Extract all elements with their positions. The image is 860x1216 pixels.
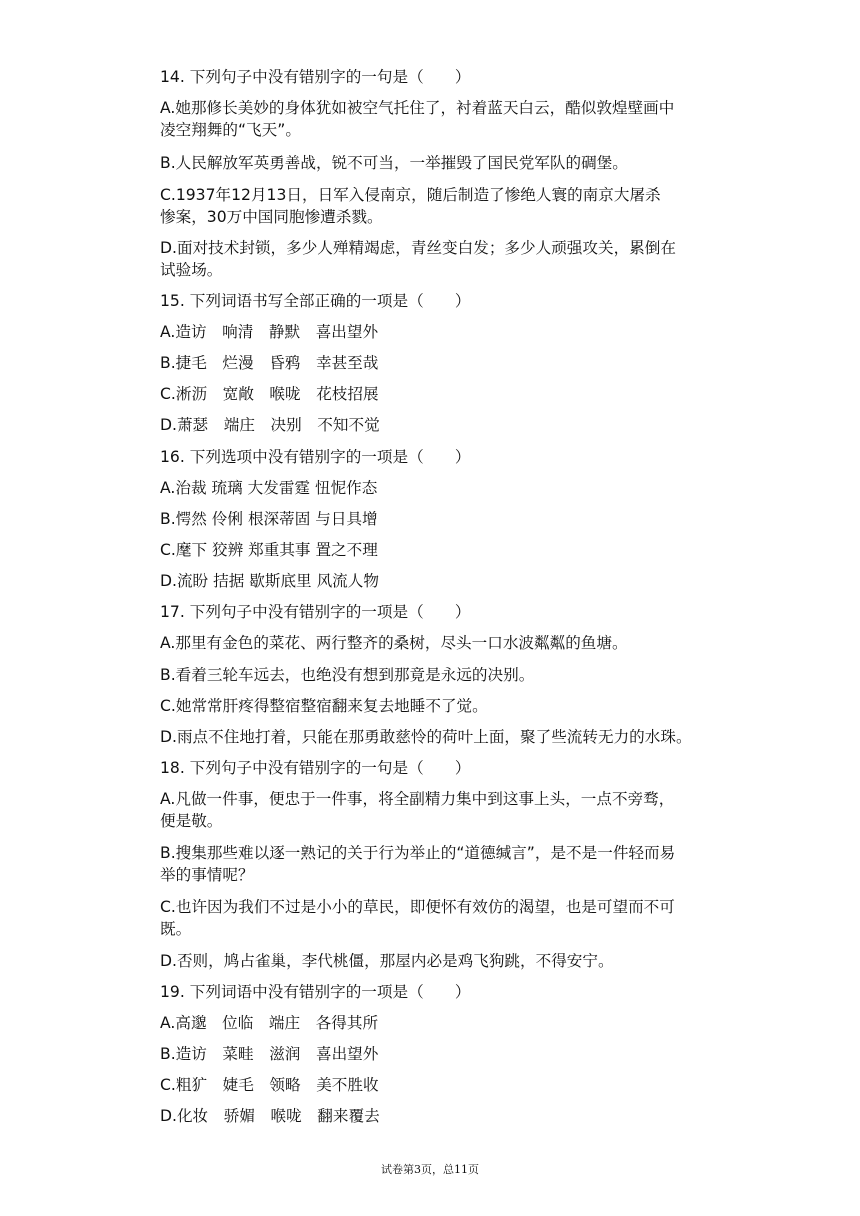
question-15-option-c: C.淅沥 宽敞 喉咙 花枝招展 — [160, 385, 379, 403]
question-16-stem: 16. 下列选项中没有错别字的一项是（ ） — [160, 448, 471, 466]
question-14-option-a-line2: 凌空翔舞的“飞天”。 — [160, 121, 301, 139]
question-18-option-c-line1: C.也许因为我们不过是小小的草民，即便怀有效仿的渴望，也是可望而不可 — [160, 898, 675, 916]
question-18-option-b-line2: 举的事情呢？ — [160, 866, 254, 884]
question-18-option-a-line1: A.凡做一件事，便忠于一件事，将全副精力集中到这事上头，一点不旁骛， — [160, 790, 675, 808]
question-15-option-d: D.萧瑟 端庄 决别 不知不觉 — [160, 416, 380, 434]
question-14-option-d-line2: 试验场。 — [160, 261, 223, 279]
question-18-option-b-line1: B.搜集那些难以逐一熟记的关于行为举止的“道德缄言”，是不是一件轻而易 — [160, 844, 676, 862]
question-18-option-c-line2: 既。 — [160, 920, 192, 938]
question-16-option-b: B.愕然 伶俐 根深蒂固 与日具增 — [160, 510, 378, 528]
question-17-option-d: D.雨点不住地打着，只能在那勇敢慈怜的荷叶上面，聚了些流转无力的水珠。 — [160, 728, 692, 746]
question-16-option-c: C.麾下 狡辨 郑重其事 置之不理 — [160, 541, 378, 559]
question-16-option-a: A.治裁 琉璃 大发雷霆 忸怩作态 — [160, 479, 378, 497]
question-15-option-a: A.造访 响清 静默 喜出望外 — [160, 323, 379, 341]
question-17-option-b: B.看着三轮车远去，也绝没有想到那竟是永远的决别。 — [160, 666, 535, 684]
question-14-option-b: B.人民解放军英勇善战，锐不可当，一举摧毁了国民党军队的碉堡。 — [160, 154, 628, 172]
question-14-option-a-line1: A.她那修长美妙的身体犹如被空气托住了，衬着蓝天白云，酷似敦煌壁画中 — [160, 99, 675, 117]
question-18-stem: 18. 下列句子中没有错别字的一句是（ ） — [160, 759, 471, 777]
question-18-option-d: D.否则，鸠占雀巢，李代桃僵，那屋内必是鸡飞狗跳，不得安宁。 — [160, 952, 614, 970]
question-16-option-d: D.流盼 拮据 歇斯底里 风流人物 — [160, 572, 379, 590]
question-19-option-b: B.造访 菜畦 滋润 喜出望外 — [160, 1045, 379, 1063]
question-15-option-b: B.捷毛 烂漫 昏鸦 幸甚至哉 — [160, 354, 379, 372]
question-18-option-a-line2: 便是敬。 — [160, 812, 223, 830]
question-17-option-c: C.她常常肝疼得整宿整宿翻来复去地睡不了觉。 — [160, 697, 488, 715]
question-14-stem: 14. 下列句子中没有错别字的一句是（ ） — [160, 68, 471, 86]
question-19-option-a: A.高邈 位临 端庄 各得其所 — [160, 1014, 379, 1032]
question-14-option-c-line2: 惨案，30万中国同胞惨遭杀戮。 — [160, 208, 383, 226]
question-19-option-c: C.粗犷 婕毛 领略 美不胜收 — [160, 1076, 379, 1094]
question-17-option-a: A.那里有金色的菜花、两行整齐的桑树，尽头一口水波粼粼的鱼塘。 — [160, 634, 628, 652]
page-footer: 试卷第3页，总11页 — [381, 1163, 479, 1176]
question-19-option-d: D.化妆 骄媚 喉咙 翻来覆去 — [160, 1107, 380, 1125]
question-14-option-c-line1: C.1937年12月13日，日军入侵南京，随后制造了惨绝人寰的南京大屠杀 — [160, 186, 661, 204]
question-15-stem: 15. 下列词语书写全部正确的一项是（ ） — [160, 292, 471, 310]
question-19-stem: 19. 下列词语中没有错别字的一项是（ ） — [160, 983, 471, 1001]
question-14-option-d-line1: D.面对技术封锁，多少人殚精竭虑，青丝变白发；多少人顽强攻关，累倒在 — [160, 239, 676, 257]
question-17-stem: 17. 下列句子中没有错别字的一项是（ ） — [160, 603, 471, 621]
